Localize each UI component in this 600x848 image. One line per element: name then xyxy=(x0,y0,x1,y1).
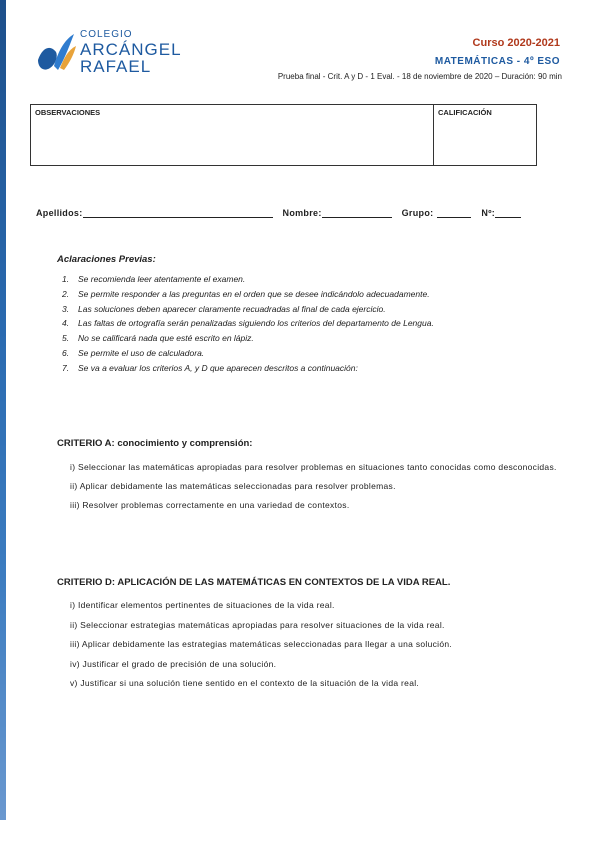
grading-box xyxy=(30,104,537,166)
list-item: 4. Las faltas de ortografía serán penalizadas siguiendo los criterios del departamento de Lengua. xyxy=(62,318,434,329)
criterion-d-title: CRITERIO D: APLICACIÓN DE LAS MATEMÁTICAS EN CONTEXTOS DE LA VIDA REAL. xyxy=(57,577,451,588)
group-field[interactable] xyxy=(437,208,471,218)
criterion-a-list xyxy=(70,458,560,515)
school-logo-icon xyxy=(36,30,76,74)
school-name-line3: RAFAEL xyxy=(80,57,152,76)
preliminary-notes-list xyxy=(62,272,552,376)
school-name xyxy=(80,30,182,75)
criterion-a-title: CRITERIO A: conocimiento y comprensión: xyxy=(57,438,253,449)
list-item: 6. Se permite el uso de calculadora. xyxy=(62,347,205,358)
school-name-line2: ARCÁNGEL xyxy=(80,40,182,59)
left-decorative-stripe xyxy=(0,0,6,820)
number-field[interactable] xyxy=(495,208,521,218)
list-item: 1. Se recomienda leer atentamente el examen. xyxy=(62,274,246,284)
criterion-d-list xyxy=(70,596,550,694)
exam-details: Prueba final - Crit. A y D - 1 Eval. - 18 de noviembre de 2020 – Duración: 90 min xyxy=(277,72,562,81)
list-item: ii) Aplicar debidamente las matemáticas seleccionadas para resolver problemas. xyxy=(70,481,396,491)
surname-label: Apellidos: xyxy=(36,208,83,218)
group-label: Grupo: xyxy=(401,208,434,218)
observations-field[interactable]: OBSERVACIONES xyxy=(31,105,434,165)
list-item: iv) Justificar el grado de precisión de una solución. xyxy=(70,658,277,669)
list-item: iii) Resolver problemas correctamente en una variedad de contextos. xyxy=(70,500,350,510)
grade-field[interactable]: CALIFICACIÓN xyxy=(438,108,492,117)
list-item: 3. Las soluciones deben aparecer claramente recuadradas al final de cada ejercicio. xyxy=(62,303,386,314)
list-item: ii) Seleccionar estrategias matemáticas apropiadas para resolver situaciones de la vida real. xyxy=(70,619,445,630)
list-item: 2. Se permite responder a las preguntas en el orden que se desee indicándolo adecuadamente. xyxy=(62,288,430,299)
student-info-line xyxy=(36,208,556,218)
list-item: v) Justificar si una solución tiene sentido en el contexto de la situación de la vida real. xyxy=(70,678,420,688)
number-label: Nº: xyxy=(481,208,496,218)
subject-title: MATEMÁTICAS - 4º ESO xyxy=(434,56,560,67)
list-item: i) Identificar elementos pertinentes de situaciones de la vida real. xyxy=(70,600,335,610)
list-item: i) Seleccionar las matemáticas apropiadas para resolver problemas en situaciones tanto conocidas como desconocidas. xyxy=(70,462,557,472)
name-field[interactable] xyxy=(322,208,392,218)
preliminary-notes-title: Aclaraciones Previas: xyxy=(57,254,156,265)
name-label: Nombre: xyxy=(282,208,322,218)
school-name-line1: COLEGIO xyxy=(80,29,133,40)
list-item: iii) Aplicar debidamente las estrategias matemáticas seleccionadas para llegar a una solución. xyxy=(70,639,453,649)
course-year: Curso 2020-2021 xyxy=(472,37,560,49)
surname-field[interactable] xyxy=(83,208,273,218)
list-item: 5. No se calificará nada que esté escrito en lápiz. xyxy=(62,333,254,344)
list-item: 7. Se va a evaluar los criterios A, y D que aparecen descritos a continuación: xyxy=(62,362,358,373)
